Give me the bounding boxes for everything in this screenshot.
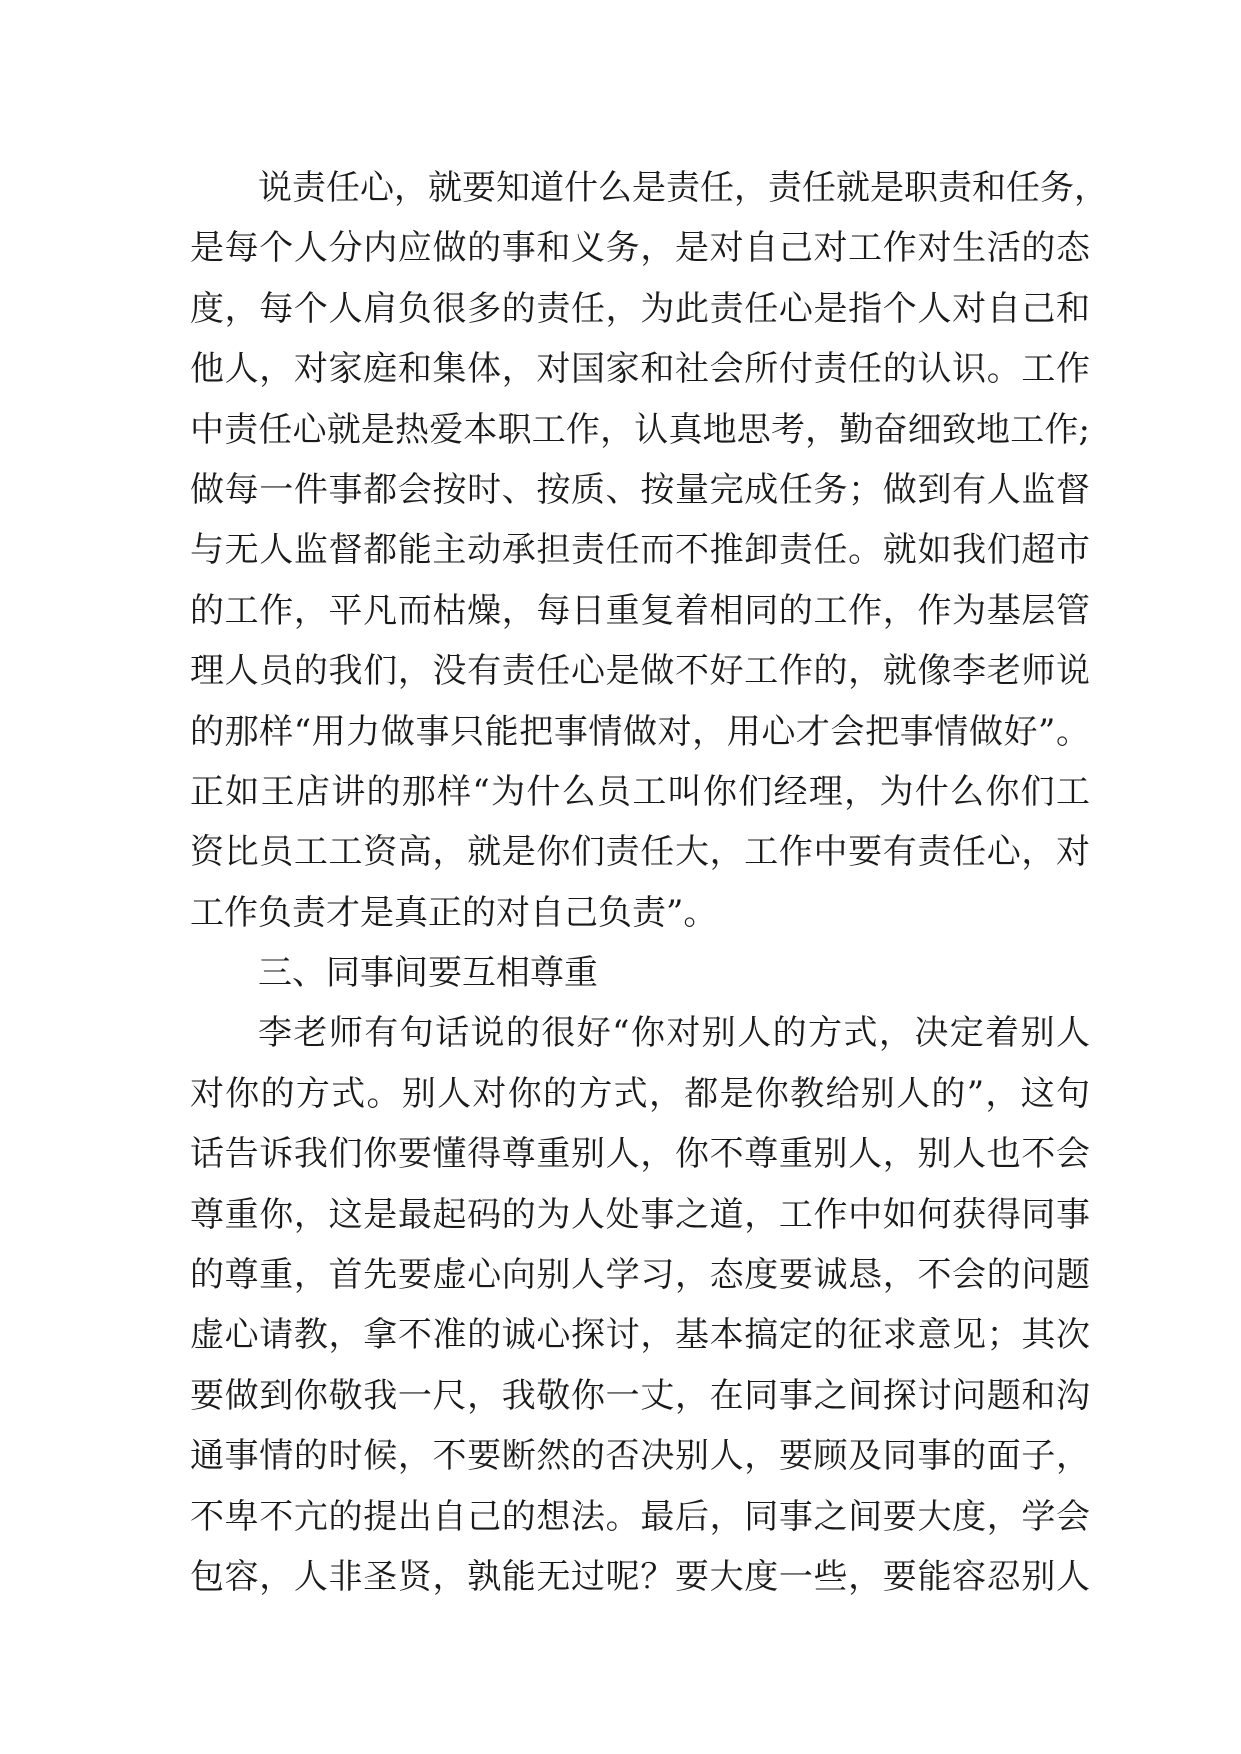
text-line: 说责任心，就要知道什么是责任，责任就是职责和任务， — [258, 168, 1108, 208]
text-line: 正如王店讲的那样“为什么员工叫你们经理，为什么你们工 — [190, 771, 1090, 812]
text-line: 理人员的我们，没有责任心是做不好工作的，就像李老师说 — [190, 651, 1090, 692]
text-line: 虚心请教，拿不准的诚心探讨，基本搞定的征求意见；其次 — [190, 1315, 1090, 1356]
text-line: 工作负责才是真正的对自己负责”。 — [190, 892, 718, 933]
text-line: 的尊重，首先要虚心向别人学习，态度要诚恳，不会的问题 — [190, 1255, 1090, 1296]
text-line: 的工作，平凡而枯燥，每日重复着相同的工作，作为基层管 — [190, 590, 1090, 631]
text-line: 中责任心就是热爱本职工作，认真地思考，勤奋细致地工作; — [190, 409, 1090, 450]
text-line: 他人，对家庭和集体，对国家和社会所付责任的认识。工作 — [190, 349, 1090, 390]
text-line: 包容，人非圣贤，孰能无过呢？要大度一些，要能容忍别人 — [190, 1556, 1090, 1597]
text-line: 李老师有句话说的很好“你对别人的方式，决定着别人 — [258, 1013, 1090, 1054]
text-line: 对你的方式。别人对你的方式，都是你教给别人的”，这句 — [190, 1073, 1090, 1114]
text-line: 通事情的时候，不要断然的否决别人，要顾及同事的面子， — [190, 1436, 1090, 1477]
text-line: 话告诉我们你要懂得尊重别人，你不尊重别人，别人也不会 — [190, 1134, 1090, 1175]
text-line: 的那样“用力做事只能把事情做对，用心才会把事情做好”。 — [190, 711, 1090, 752]
text-line: 是每个人分内应做的事和义务，是对自己对工作对生活的态 — [190, 228, 1090, 269]
text-line: 不卑不亢的提出自己的想法。最后，同事之间要大度，学会 — [190, 1496, 1090, 1537]
text-line: 资比员工工资高，就是你们责任大，工作中要有责任心，对 — [190, 832, 1090, 873]
text-line: 要做到你敬我一尺，我敬你一丈，在同事之间探讨问题和沟 — [190, 1375, 1090, 1416]
text-line: 度，每个人肩负很多的责任，为此责任心是指个人对自己和 — [190, 288, 1090, 329]
text-line: 做每一件事都会按时、按质、按量完成任务；做到有人监督 — [190, 469, 1090, 510]
text-line: 与无人监督都能主动承担责任而不推卸责任。就如我们超市 — [190, 530, 1090, 571]
section-heading: 三、同事间要互相尊重 — [258, 953, 598, 994]
text-line: 尊重你，这是最起码的为人处事之道，工作中如何获得同事 — [190, 1194, 1090, 1235]
document-body — [190, 158, 1108, 1607]
